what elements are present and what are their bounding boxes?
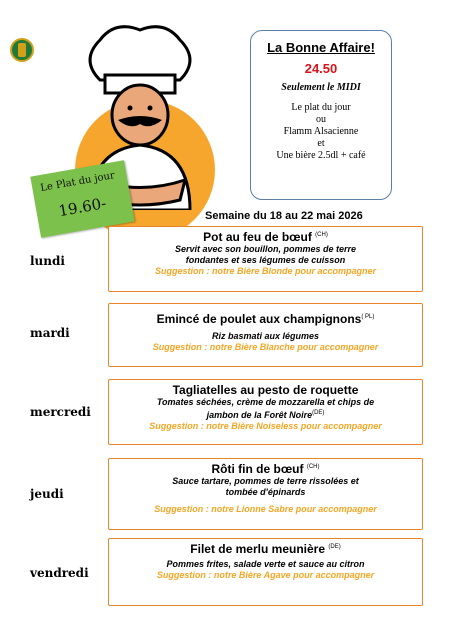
brand-logo xyxy=(10,38,34,62)
beer-suggestion: Suggestion : notre Bière Noiseless pour accompagner xyxy=(149,421,382,431)
beer-suggestion: Suggestion : notre Bière Blonde pour accompagner xyxy=(154,266,377,276)
day-label-vendredi: vendredi xyxy=(30,566,89,580)
tag-label: Le Plat du jour xyxy=(39,170,116,195)
day-label-mercredi: mercredi xyxy=(30,405,91,419)
menu-box-vendredi xyxy=(108,538,423,606)
promo-line: ou xyxy=(316,114,326,125)
promo-title: La Bonne Affaire! xyxy=(267,40,375,55)
day-label-lundi: lundi xyxy=(30,254,65,268)
promo-midi: Seulement le MIDI xyxy=(281,82,361,93)
dish-desc: Sauce tartare, pommes de terre rissolées et xyxy=(172,476,359,486)
day-label-mardi: mardi xyxy=(30,326,70,340)
beer-suggestion: Suggestion : notre Lionne Sabre pour accompagner xyxy=(154,504,377,514)
dish-name: Rôti fin de bœuf $^{(CH)}$ xyxy=(211,462,320,476)
promo-line: Flamm Alsacienne xyxy=(283,126,359,137)
menu-box-mardi xyxy=(108,303,423,367)
menu-box-jeudi xyxy=(108,458,423,530)
beer-suggestion: Suggestion : notre Bière Blanche pour accompagner xyxy=(152,342,379,352)
promo-box xyxy=(250,30,392,200)
promo-price: 24.50 xyxy=(304,61,338,76)
menu-box-mercredi xyxy=(108,379,423,445)
promo-line: Une bière 2.5dl + café xyxy=(276,150,366,161)
dish-desc: Pommes frites, salade verte et sauce au citron xyxy=(166,559,365,569)
dish-name: Pot au feu de bœuf $^{(CH)}$ xyxy=(203,230,328,244)
week-heading: Semaine du 18 au 22 mai 2026 xyxy=(205,210,363,222)
dish-desc: Riz basmati aux légumes xyxy=(211,331,320,341)
day-label-jeudi: jeudi xyxy=(30,487,64,501)
menu-box-lundi xyxy=(108,226,423,292)
dish-desc: Servit avec son bouillon, pommes de terre xyxy=(174,244,357,254)
dish-name: Emincé de poulet aux champignons$^{( PL)}$ xyxy=(156,312,375,326)
dish-name: Tagliatelles au pesto de roquette xyxy=(172,383,359,397)
dish-name: Filet de merlu meunière $^{(DE)}$ xyxy=(190,542,341,556)
promo-line: et xyxy=(317,138,325,149)
dish-desc: tombée d'épinards xyxy=(225,487,306,497)
dish-desc: fondantes et ses légumes de cuisson xyxy=(185,255,346,265)
dish-desc: jambon de la Forêt Noire$^{(DE)}$ xyxy=(206,410,325,420)
beer-suggestion: Suggestion : notre Bière Agave pour accompagner xyxy=(156,570,375,580)
promo-line: Le plat du jour xyxy=(291,102,351,113)
dish-desc: Tomates séchées, crème de mozzarella et chips de xyxy=(156,397,375,407)
tag-price: 19.60- xyxy=(57,194,108,221)
